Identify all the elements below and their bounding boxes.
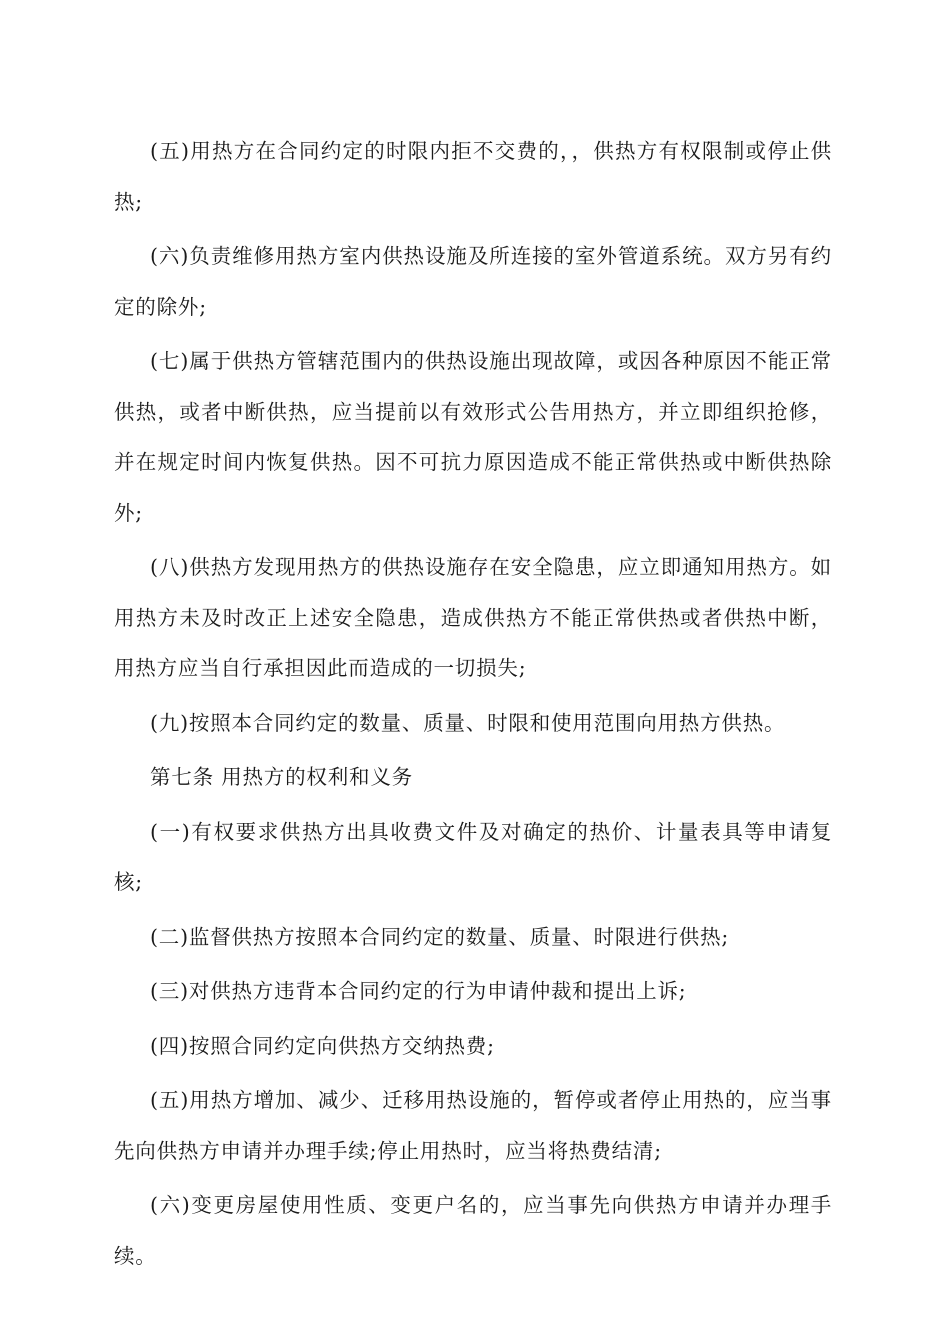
article-7-heading: 第七条 用热方的权利和义务: [150, 765, 413, 789]
paragraph-supplier-5: (五)用热方在合同约定的时限内拒不交费的，，供热方有权限制或停止供热;: [114, 139, 832, 214]
paragraph-supplier-8: (八)供热方发现用热方的供热设施存在安全隐患，应立即通知用热方。如用热方未及时改正上述安全隐患，造成供热方不能正常供热或者供热中断，用热方应当自行承担因此而造成的一切损失;: [114, 555, 832, 680]
paragraph-supplier-6: (六)负责维修用热方室内供热设施及所连接的室外管道系统。双方另有约定的除外;: [114, 244, 832, 319]
paragraph-supplier-7: (七)属于供热方管辖范围内的供热设施出现故障，或因各种原因不能正常供热，或者中断供热，应当提前以有效形式公告用热方，并立即组织抢修，并在规定时间内恢复供热。因不可抗力原因造成不能正常供热或中断供热除外;: [114, 349, 832, 525]
paragraph-user-6: (六)变更房屋使用性质、变更户名的，应当事先向供热方申请并办理手续。: [114, 1193, 832, 1268]
paragraph-user-4: (四)按照合同约定向供热方交纳热费;: [150, 1033, 495, 1058]
paragraph-supplier-9: (九)按照本合同约定的数量、质量、时限和使用范围向用热方供热。: [150, 710, 786, 735]
paragraph-user-1: (一)有权要求供热方出具收费文件及对确定的热价、计量表具等申请复核;: [114, 819, 832, 894]
document-page: [114, 126, 832, 1285]
paragraph-user-5: (五)用热方增加、减少、迁移用热设施的，暂停或者停止用热的，应当事先向供热方申请并办理手续;停止用热时，应当将热费结清;: [114, 1088, 832, 1163]
paragraph-user-3: (三)对供热方违背本合同约定的行为申请仲裁和提出上诉;: [150, 979, 687, 1003]
paragraph-user-2: (二)监督供热方按照本合同约定的数量、质量、时限进行供热;: [150, 924, 730, 949]
